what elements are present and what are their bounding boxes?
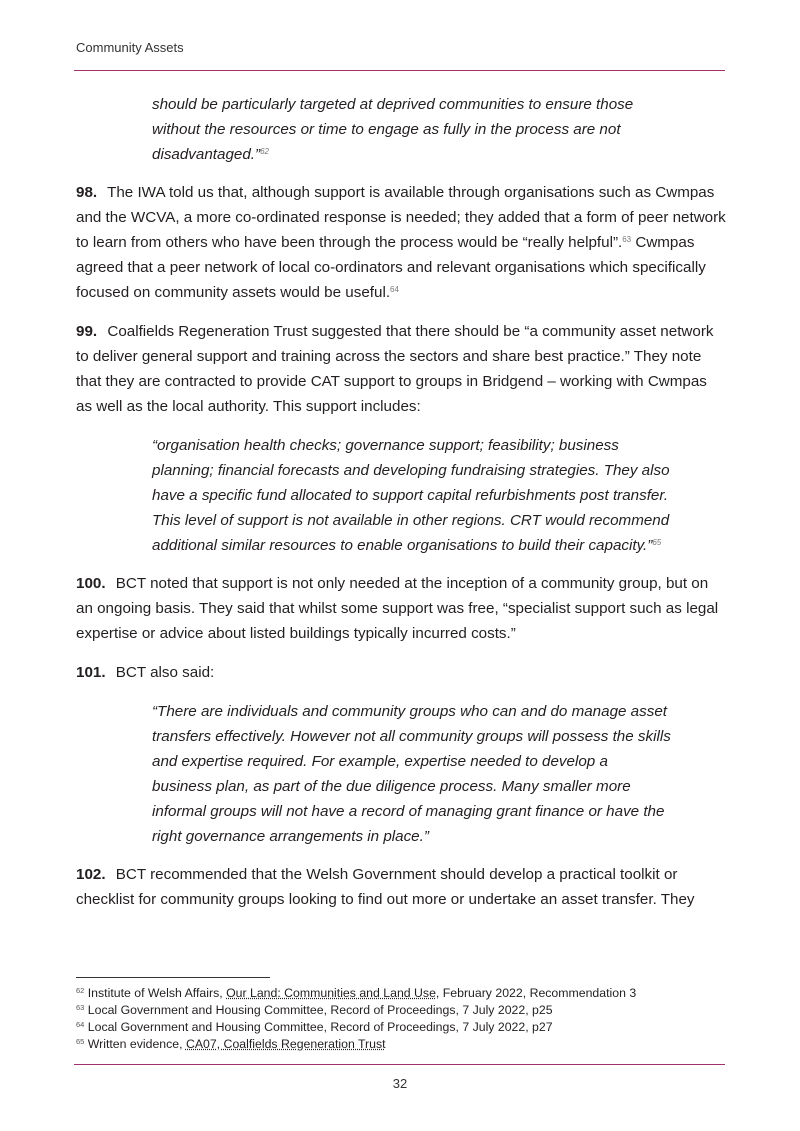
paragraph-number: 98. bbox=[76, 184, 98, 201]
footnote-text: , February 2022, Recommendation 3 bbox=[435, 986, 637, 1000]
footnote-ref[interactable]: 63 bbox=[622, 235, 632, 244]
footnote-text: Local Government and Housing Committee, Record of Proceedings, 7 July 2022, p25 bbox=[84, 1003, 553, 1017]
footnote-number: 64 bbox=[76, 1020, 85, 1029]
paragraph-102 bbox=[76, 862, 726, 912]
footnote-text: Institute of Welsh Affairs, bbox=[84, 986, 227, 1000]
header-rule bbox=[74, 70, 725, 71]
page-body bbox=[76, 92, 726, 926]
paragraph-number: 102. bbox=[76, 866, 106, 883]
running-header: Community Assets bbox=[76, 40, 184, 55]
footnote-65 bbox=[76, 1036, 726, 1053]
footnote-62 bbox=[76, 985, 726, 1002]
paragraph-98 bbox=[76, 180, 726, 305]
page-number: 32 bbox=[392, 1076, 408, 1091]
paragraph-text: Cwmpas agreed that a peer network of local co-ordinators and relevant organisations which specifically focused on community assets would be useful. bbox=[76, 234, 706, 301]
paragraph-text: BCT recommended that the Welsh Government should develop a practical toolkit or checklist for community groups looking to find out more or undertake an asset transfer. They bbox=[76, 866, 695, 908]
paragraph-101 bbox=[76, 660, 726, 685]
paragraph-text: The IWA told us that, although support is available through organisations such as Cwmpas and the WCVA, a more co-ordinated response is needed; they added that a form of peer network to learn from others who have been through the process would be “really helpful”. bbox=[76, 184, 726, 251]
footnote-text: Local Government and Housing Committee, Record of Proceedings, 7 July 2022, p27 bbox=[84, 1020, 553, 1034]
footnote-text: Written evidence, bbox=[84, 1037, 186, 1051]
quote-block bbox=[152, 92, 672, 167]
footnote-number: 62 bbox=[76, 986, 85, 995]
paragraph-number: 99. bbox=[76, 323, 98, 340]
footnote-ref[interactable]: 62 bbox=[260, 147, 269, 156]
quote-text: should be particularly targeted at deprived communities to ensure those without the resources or time to engage as fully in the process are not disadvantaged.” bbox=[152, 96, 634, 163]
footnote-link[interactable]: Our Land: Communities and Land Use bbox=[226, 986, 436, 1000]
footnote-ref[interactable]: 65 bbox=[652, 538, 662, 547]
quote-text: “There are individuals and community groups who can and do manage asset transfers effectively. However not all community groups will possess the skills and expertise required. For example, expertise needed to develop a business plan, as part of the due diligence process. Many smaller more informal groups will not have a record of managing grant finance or have the right governance arrangements in place.” bbox=[152, 703, 671, 845]
footnote-ref[interactable]: 64 bbox=[390, 285, 399, 294]
paragraph-number: 100. bbox=[76, 575, 106, 592]
paragraph-99 bbox=[76, 319, 726, 419]
footer-rule bbox=[74, 1064, 725, 1065]
footnote-number: 63 bbox=[76, 1003, 85, 1012]
footnote-link[interactable]: CA07, Coalfields Regeneration Trust bbox=[185, 1037, 386, 1051]
footnote-separator bbox=[76, 977, 270, 978]
paragraph-100 bbox=[76, 571, 726, 646]
paragraph-text: BCT also said: bbox=[111, 664, 215, 681]
footnote-number: 65 bbox=[76, 1037, 85, 1046]
paragraph-text: BCT noted that support is not only needed at the inception of a community group, but on an ongoing basis. They said that whilst some support was free, “specialist support such as legal expertise or advice about listed buildings typically incurred costs.” bbox=[76, 575, 719, 642]
footnotes bbox=[76, 985, 726, 1053]
footnote-64 bbox=[76, 1019, 726, 1036]
footnote-63 bbox=[76, 1002, 726, 1019]
quote-block bbox=[152, 433, 672, 558]
quote-text: “organisation health checks; governance support; feasibility; business planning; financial forecasts and developing fundraising strategies. They also have a specific fund allocated to support capital refurbishments post transfer. This level of support is not available in other regions. CRT would recommend additional similar resources to enable organisations to build their capacity.” bbox=[152, 437, 670, 554]
paragraph-text: Coalfields Regeneration Trust suggested that there should be “a community asset network to deliver general support and training across the sectors and share best practice.” They note that they are contracted to provide CAT support to groups in Bridgend – working with Cwmpas as well as the local authority. This support includes: bbox=[76, 323, 714, 415]
paragraph-number: 101. bbox=[76, 664, 106, 681]
quote-block bbox=[152, 699, 672, 849]
